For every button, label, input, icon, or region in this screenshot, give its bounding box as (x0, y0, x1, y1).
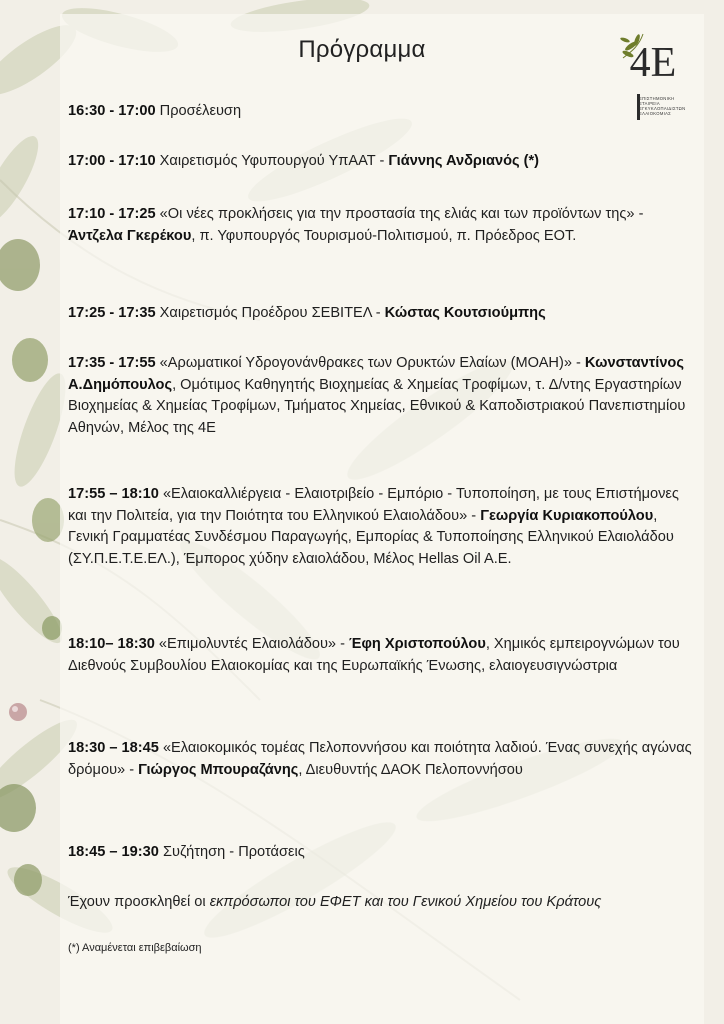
schedule-text: «Ελαιοκομικός τομέας Πελοποννήσου και ποιότητα λαδιού. Ένας συνεχής αγώνας δρόμου» - (68, 740, 692, 778)
schedule-text: Προσέλευση (155, 103, 242, 119)
invitation-text: Έχουν προσκληθεί οι (68, 894, 210, 910)
logo-line: ΕΤΑΙΡΕΙΑ (639, 101, 660, 107)
logo-line: ΕΠΙΣΤΗΜΟΝΙΚΗ (639, 96, 675, 101)
logo-mark: 4E (629, 40, 677, 86)
schedule-item-discussion (68, 842, 700, 864)
schedule-item-olive-protection (68, 204, 700, 247)
schedule-text: «Αρωματικοί Υδρογονάνθρακες των Ορυκτών Ελαίων (ΜΟΑΗ)» - (155, 355, 585, 371)
schedule-time: 17:55 – 18:10 (68, 486, 159, 502)
schedule-time: 17:00 - 17:10 (68, 153, 156, 169)
logo-line: ΕΓΚΥΚΛΟΠΑΙΔΙΣΤΩΝ (639, 106, 686, 112)
schedule-item-olive-oil-quality (68, 484, 700, 570)
logo-line: ΕΛΑΙΟΚΟΜΙΑΣ (639, 111, 672, 117)
schedule-text: Συζήτηση - Προτάσεις (158, 844, 305, 860)
schedule-text: «Επιμολυντές Ελαιολάδου» - (154, 636, 350, 652)
schedule-time: 18:30 – 18:45 (68, 740, 159, 756)
schedule-speaker-role: , Γενική Γραμματέας Συνδέσμου Παραγωγής, Εμπορίας & Τυποποίησης Ελληνικού Ελαιολάδου (ΣΥ.Π.Ε.Τ.Ε.ΕΛ.), Έμπορος χύδην ελαιολάδου, Μέλος Hellas Oil A.E. (68, 507, 674, 567)
schedule-time: 18:10– 18:30 (68, 636, 155, 652)
schedule-speaker: Έφη Χριστοπούλου (349, 636, 486, 652)
invitation-invitees: εκπρόσωποι του ΕΦΕΤ και του Γενικού Χημείου του Κράτους (209, 894, 602, 910)
schedule-time: 17:35 - 17:55 (68, 355, 156, 371)
schedule-speaker: Κωνσταντίνος Α.Δημόπουλος (68, 355, 684, 393)
schedule-time: 17:25 - 17:35 (68, 305, 156, 321)
schedule-speaker-role: , Ομότιμος Καθηγητής Βιοχημείας & Χημείας Τροφίμων, τ. Δ/ντης Εργαστηρίων Βιοχημείας & Χημείας Τροφίμων, Τμήματος Χημείας, Εθνικού & Καποδιστριακού Πανεπιστημίου Αθηνών, Μέλος της 4Ε (68, 376, 686, 436)
schedule-speaker-role: , Χημικός εμπειρογνώμων του Διεθνούς Συμβουλίου Ελαιοκομίας και της Ευρωπαϊκής Ένωσης, ελαιογευσιγνώστρια (68, 636, 680, 674)
page-title: Πρόγραμμα (298, 36, 426, 63)
schedule-speaker: Γιώργος Μπουραζάνης (138, 761, 299, 778)
schedule-item-sevitel-greeting (68, 303, 700, 325)
schedule-speaker: Άντζελα Γκερέκου (68, 227, 192, 244)
schedule-speaker: Κώστας Κουτσιούμπης (384, 305, 546, 321)
schedule-text: Χαιρετισμός Υφυπουργού ΥπΑΑΤ - (155, 153, 389, 169)
schedule-time: 17:10 - 17:25 (68, 206, 156, 222)
schedule-speaker-role: , Διευθυντής ΔΑΟΚ Πελοποννήσου (298, 761, 523, 778)
invitation-note (68, 892, 700, 914)
schedule-time: 16:30 - 17:00 (68, 103, 156, 119)
schedule-item-contaminants (68, 634, 700, 677)
confirmation-footnote: (*) Αναμένεται επιβεβαίωση (68, 942, 202, 954)
schedule-speaker-role: , π. Υφυπουργός Τουρισμού-Πολιτισμού, π. Πρόεδρος ΕΟΤ. (191, 227, 577, 244)
schedule-text: «Ελαιοκαλλιέργεια - Ελαιοτριβείο - Εμπόριο - Τυποποίηση, με τους Επιστήμονες και την Πολιτεία, για την Ποιότητα του Ελληνικού Ελαιολάδου» - (68, 486, 679, 524)
schedule-text: «Οι νέες προκλήσεις για την προστασία της ελιάς και των προϊόντων της» - (155, 206, 644, 222)
schedule-item-peloponnese (68, 738, 700, 781)
schedule-item-moah (68, 353, 700, 439)
schedule-item-minister-greeting (68, 151, 700, 173)
schedule-item-arrival (68, 101, 700, 123)
schedule-text: Χαιρετισμός Προέδρου ΣΕΒΙΤΕΛ - (155, 305, 385, 321)
schedule-speaker: Γιάννης Ανδριανός (*) (388, 153, 540, 169)
schedule-speaker: Γεωργία Κυριακοπούλου (480, 507, 654, 524)
schedule-time: 18:45 – 19:30 (68, 844, 159, 860)
